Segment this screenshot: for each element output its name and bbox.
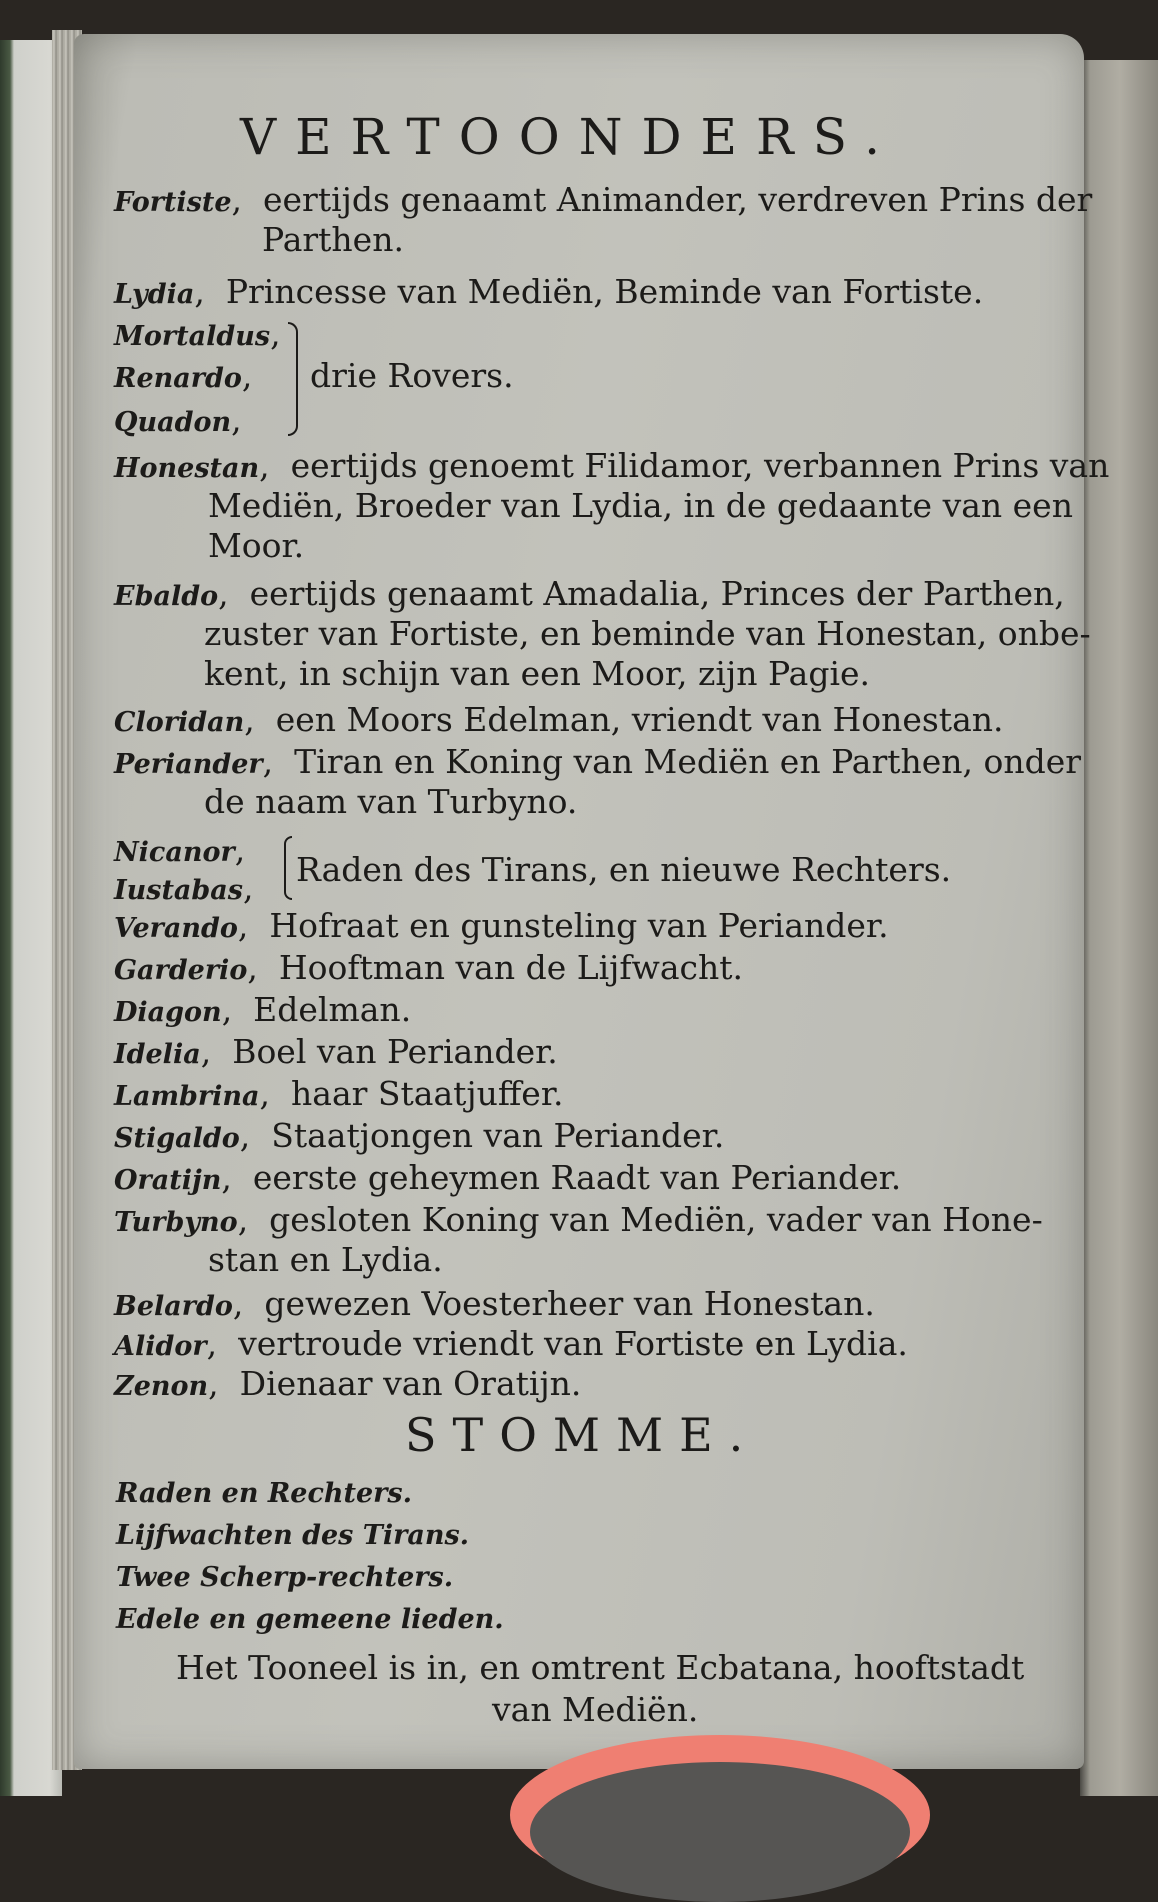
cast-entry: Idelia, Boel van Periander.	[114, 1032, 558, 1071]
foreground-object-shadow	[530, 1762, 910, 1902]
character-description: Tiran en Koning van Mediën en Parthen, onder	[294, 742, 1082, 781]
character-description: eerste geheymen Raadt van Periander.	[252, 1158, 902, 1197]
cast-entry: Stigaldo, Staatjongen van Periander.	[114, 1116, 725, 1155]
group-rovers-label: drie Rovers.	[310, 356, 514, 395]
cast-entry: Periander, Tiran en Koning van Mediën en Parthen, onder	[114, 742, 1082, 781]
cast-entry: Belardo, gewezen Voesterheer van Honestan.	[114, 1284, 875, 1323]
mute-item: Edele en gemeene lieden.	[116, 1604, 504, 1635]
cast-entry: Zenon, Dienaar van Oratijn.	[114, 1364, 582, 1403]
group-raden-label: Raden des Tirans, en nieuwe Rechters.	[296, 850, 952, 889]
character-name: Mortaldus	[114, 321, 271, 352]
cast-entry-continuation: Moor.	[208, 526, 305, 565]
mute-item: Raden en Rechters.	[116, 1478, 413, 1509]
character-name: Idelia	[114, 1039, 201, 1070]
character-description: eertijds genoemt Filidamor, verbannen Prins van	[290, 446, 1110, 485]
character-name: Alidor	[114, 1331, 207, 1362]
character-name: Garderio	[114, 955, 248, 986]
cast-entry: Mortaldus,	[114, 314, 281, 353]
cast-entry: Diagon, Edelman.	[114, 990, 412, 1029]
cast-entry: Garderio, Hooftman van de Lijfwacht.	[114, 948, 744, 987]
cast-entry: Iustabas,	[114, 868, 254, 907]
cast-entry: Turbyno, gesloten Koning van Mediën, vader van Hone-	[114, 1200, 1043, 1239]
character-name: Diagon	[114, 997, 222, 1028]
group-brace	[288, 322, 298, 436]
character-description: gewezen Voesterheer van Honestan.	[264, 1284, 875, 1323]
character-description: gesloten Koning van Mediën, vader van Hone-	[269, 1200, 1043, 1239]
character-description: Dienaar van Oratijn.	[239, 1364, 582, 1403]
character-name: Lydia	[114, 279, 195, 310]
cast-entry-continuation: kent, in schijn van een Moor, zijn Pagie.	[204, 654, 871, 693]
mute-item: Twee Scherp-rechters.	[116, 1562, 454, 1593]
cast-entry-continuation: de naam van Turbyno.	[204, 782, 578, 821]
character-name: Lambrina	[114, 1081, 260, 1112]
group-brace	[284, 836, 292, 900]
character-name: Iustabas	[114, 875, 244, 906]
character-name: Belardo	[114, 1291, 233, 1322]
cast-entry: Verando, Hofraat en gunsteling van Periander.	[114, 906, 889, 945]
character-name: Cloridan	[114, 707, 245, 738]
scene-line: van Mediën.	[492, 1690, 699, 1729]
cast-entry-continuation: Mediën, Broeder van Lydia, in de gedaante van een	[208, 486, 1073, 525]
character-name: Honestan	[114, 453, 260, 484]
character-name: Renardo	[114, 363, 242, 394]
character-description: haar Staatjuffer.	[291, 1074, 564, 1113]
character-description: Hooftman van de Lijfwacht.	[278, 948, 744, 987]
book-right-page-edge	[1080, 60, 1158, 1796]
character-name: Quadon	[114, 407, 232, 438]
character-name: Turbyno	[114, 1207, 238, 1238]
cast-entry-continuation: Parthen.	[262, 220, 404, 259]
page-title: VERTOONDERS.	[240, 108, 900, 166]
scene-line: Het Tooneel is in, en omtrent Ecbatana, hooftstadt	[176, 1648, 1025, 1687]
cast-entry: Fortiste, eertijds genaamt Animander, verdreven Prins der	[114, 180, 1093, 219]
mute-item: Lijfwachten des Tirans.	[116, 1520, 470, 1551]
character-name: Oratijn	[114, 1165, 222, 1196]
character-name: Periander	[114, 749, 263, 780]
cast-entry: Honestan, eertijds genoemt Filidamor, verbannen Prins van	[114, 446, 1110, 485]
character-description: Boel van Periander.	[232, 1032, 558, 1071]
cast-entry-continuation: stan en Lydia.	[208, 1240, 443, 1279]
character-description: Hofraat en gunsteling van Periander.	[269, 906, 889, 945]
character-description: Edelman.	[253, 990, 412, 1029]
cast-entry: Renardo,	[114, 356, 253, 395]
character-description: een Moors Edelman, vriendt van Honestan.	[275, 700, 1004, 739]
cast-entry: Ebaldo, eertijds genaamt Amadalia, Princes der Parthen,	[114, 574, 1065, 613]
section-heading-stomme: STOMME.	[405, 1408, 760, 1462]
character-description: Staatjongen van Periander.	[271, 1116, 725, 1155]
character-name: Fortiste	[114, 187, 232, 218]
character-name: Stigaldo	[114, 1123, 240, 1154]
character-name: Ebaldo	[114, 581, 219, 612]
cast-entry: Oratijn, eerste geheymen Raadt van Periander.	[114, 1158, 902, 1197]
cast-entry: Alidor, vertroude vriendt van Fortiste en Lydia.	[114, 1324, 908, 1363]
cast-entry-continuation: zuster van Fortiste, en beminde van Honestan, onbe-	[204, 614, 1091, 653]
character-description: Princesse van Mediën, Beminde van Fortiste.	[225, 272, 984, 311]
character-name: Zenon	[114, 1371, 209, 1402]
character-description: vertroude vriendt van Fortiste en Lydia.	[238, 1324, 908, 1363]
cast-entry: Cloridan, een Moors Edelman, vriendt van Honestan.	[114, 700, 1004, 739]
character-name: Nicanor	[114, 837, 235, 868]
character-name: Verando	[114, 913, 238, 944]
character-description: eertijds genaamt Animander, verdreven Prins der	[263, 180, 1093, 219]
cast-entry: Quadon,	[114, 400, 242, 439]
character-description: eertijds genaamt Amadalia, Princes der Parthen,	[249, 574, 1065, 613]
cast-entry: Nicanor,	[114, 830, 246, 869]
cast-entry: Lydia, Princesse van Mediën, Beminde van Fortiste.	[114, 272, 984, 311]
cast-entry: Lambrina, haar Staatjuffer.	[114, 1074, 564, 1113]
